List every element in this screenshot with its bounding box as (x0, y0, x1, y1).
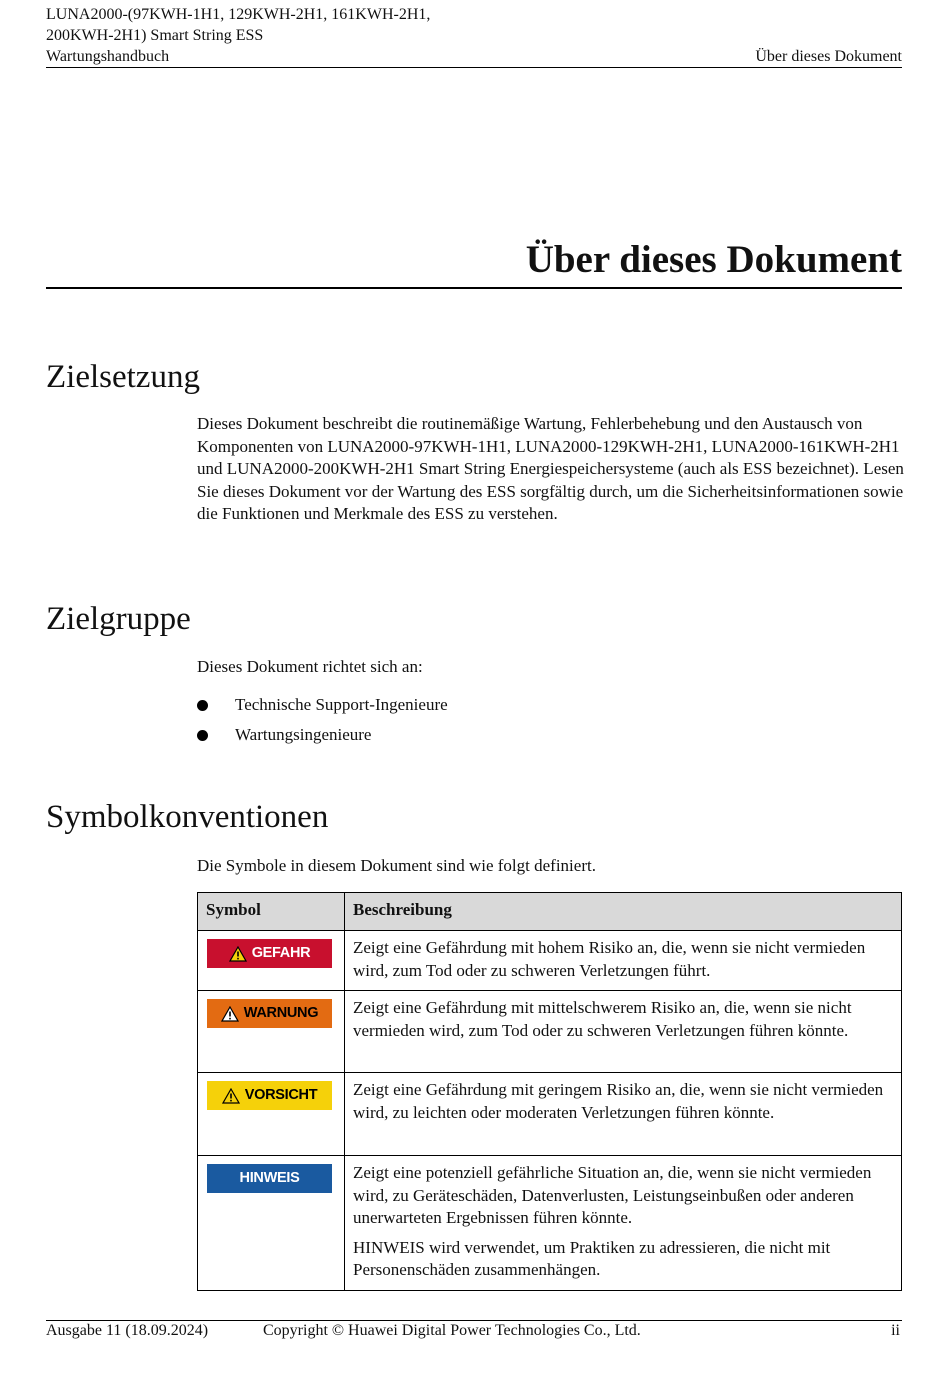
list-item (197, 724, 371, 746)
description-cell (345, 991, 902, 1073)
table-row (198, 1073, 902, 1156)
description-note: HINWEIS wird verwendet, um Praktiken zu adressieren, die nicht mit Personenschäden zusammenhängen. (353, 1237, 831, 1279)
symbol-table (197, 892, 902, 1291)
heading-symbolkonventionen: Symbolkonventionen (46, 799, 329, 835)
notice-signal-word (207, 1164, 332, 1193)
page-header (46, 4, 902, 67)
description-cell (345, 1073, 902, 1156)
list-item (197, 694, 448, 716)
bullet-icon (197, 730, 208, 741)
column-header-symbol: Symbol (198, 893, 345, 931)
table-row (198, 991, 902, 1073)
header-line-2: 200KWH-2H1) Smart String ESS (46, 27, 264, 44)
symbol-cell (198, 991, 345, 1073)
bullet-icon (197, 700, 208, 711)
header-line-3 (46, 46, 902, 67)
footer-edition: Ausgabe 11 (18.09.2024) (46, 1322, 209, 1339)
warning-triangle-icon (222, 1088, 240, 1104)
list-item-text: Wartungsingenieure (235, 725, 372, 744)
symbol-cell (198, 1156, 345, 1291)
header-line-1: LUNA2000-(97KWH-1H1, 129KWH-2H1, 161KWH-2H1, (46, 6, 431, 23)
caution-signal-word (207, 1081, 332, 1110)
zielgruppe-intro: Dieses Dokument richtet sich an: (197, 657, 423, 676)
title-divider (46, 287, 902, 289)
table-row (198, 931, 902, 991)
page-title: Über dieses Dokument (525, 238, 902, 281)
symbol-cell (198, 1073, 345, 1156)
signal-word-label: WARNUNG (243, 1005, 319, 1022)
description-text: Zeigt eine Gefährdung mit mittelschwerem Risiko an, die, wenn sie nicht vermieden wird, zum Tod oder zu schweren Verletzungen führen könnte. (353, 998, 852, 1040)
warning-triangle-icon (221, 1006, 239, 1022)
heading-zielgruppe: Zielgruppe (46, 601, 191, 637)
signal-word-label: HINWEIS (239, 1170, 300, 1187)
danger-signal-word (207, 939, 332, 968)
warning-signal-word (207, 999, 332, 1028)
header-section-name: Über dieses Dokument (755, 48, 902, 65)
description-cell (345, 1156, 902, 1291)
description-text: Zeigt eine potenziell gefährliche Situation an, die, wenn sie nicht vermieden wird, zu Geräteschäden, Datenverlusten, Leistungseinbußen oder anderen unerwarteten Ergebnissen führen könnte. (353, 1163, 872, 1227)
description-text: Zeigt eine Gefährdung mit geringem Risiko an, die, wenn sie nicht vermieden wird, zu leichten oder moderaten Verletzungen führen könnte. (353, 1080, 884, 1122)
header-divider (46, 67, 902, 68)
description-cell (345, 931, 902, 991)
signal-word-label: VORSICHT (244, 1087, 318, 1104)
footer-copyright: Copyright © Huawei Digital Power Technologies Co., Ltd. (263, 1322, 641, 1339)
symbolkonventionen-intro: Die Symbole in diesem Dokument sind wie folgt definiert. (197, 856, 596, 875)
zielsetzung-text: Dieses Dokument beschreibt die routinemäßige Wartung, Fehlerbehebung und den Austausch von Komponenten von LUNA2000-97KWH-1H1, LUNA2000-129KWH-2H1, LUNA2000-161KWH-2H1 und LUNA2000-200KWH-2H1 Smart String Energiespeichersysteme (auch als ESS bezeichnet). Lesen Sie dieses Dokument vor der Wartung des ESS sorgfältig durch, um die Sicherheitsinformationen sowie die Funktionen und Merkmale des ESS zu verstehen. (197, 414, 904, 523)
description-text: Zeigt eine Gefährdung mit hohem Risiko an, die, wenn sie nicht vermieden wird, zum Tod oder zu schweren Verletzungen führt. (353, 938, 866, 980)
table-header-row (198, 893, 902, 931)
warning-triangle-icon (229, 946, 247, 962)
list-item-text: Technische Support-Ingenieure (235, 695, 448, 714)
heading-zielsetzung: Zielsetzung (46, 359, 200, 395)
table-row (198, 1156, 902, 1291)
signal-word-label: GEFAHR (251, 945, 311, 962)
column-header-description: Beschreibung (345, 893, 902, 931)
header-manual-name: Wartungshandbuch (46, 48, 170, 65)
page-number: ii (891, 1322, 900, 1339)
symbol-cell (198, 931, 345, 991)
